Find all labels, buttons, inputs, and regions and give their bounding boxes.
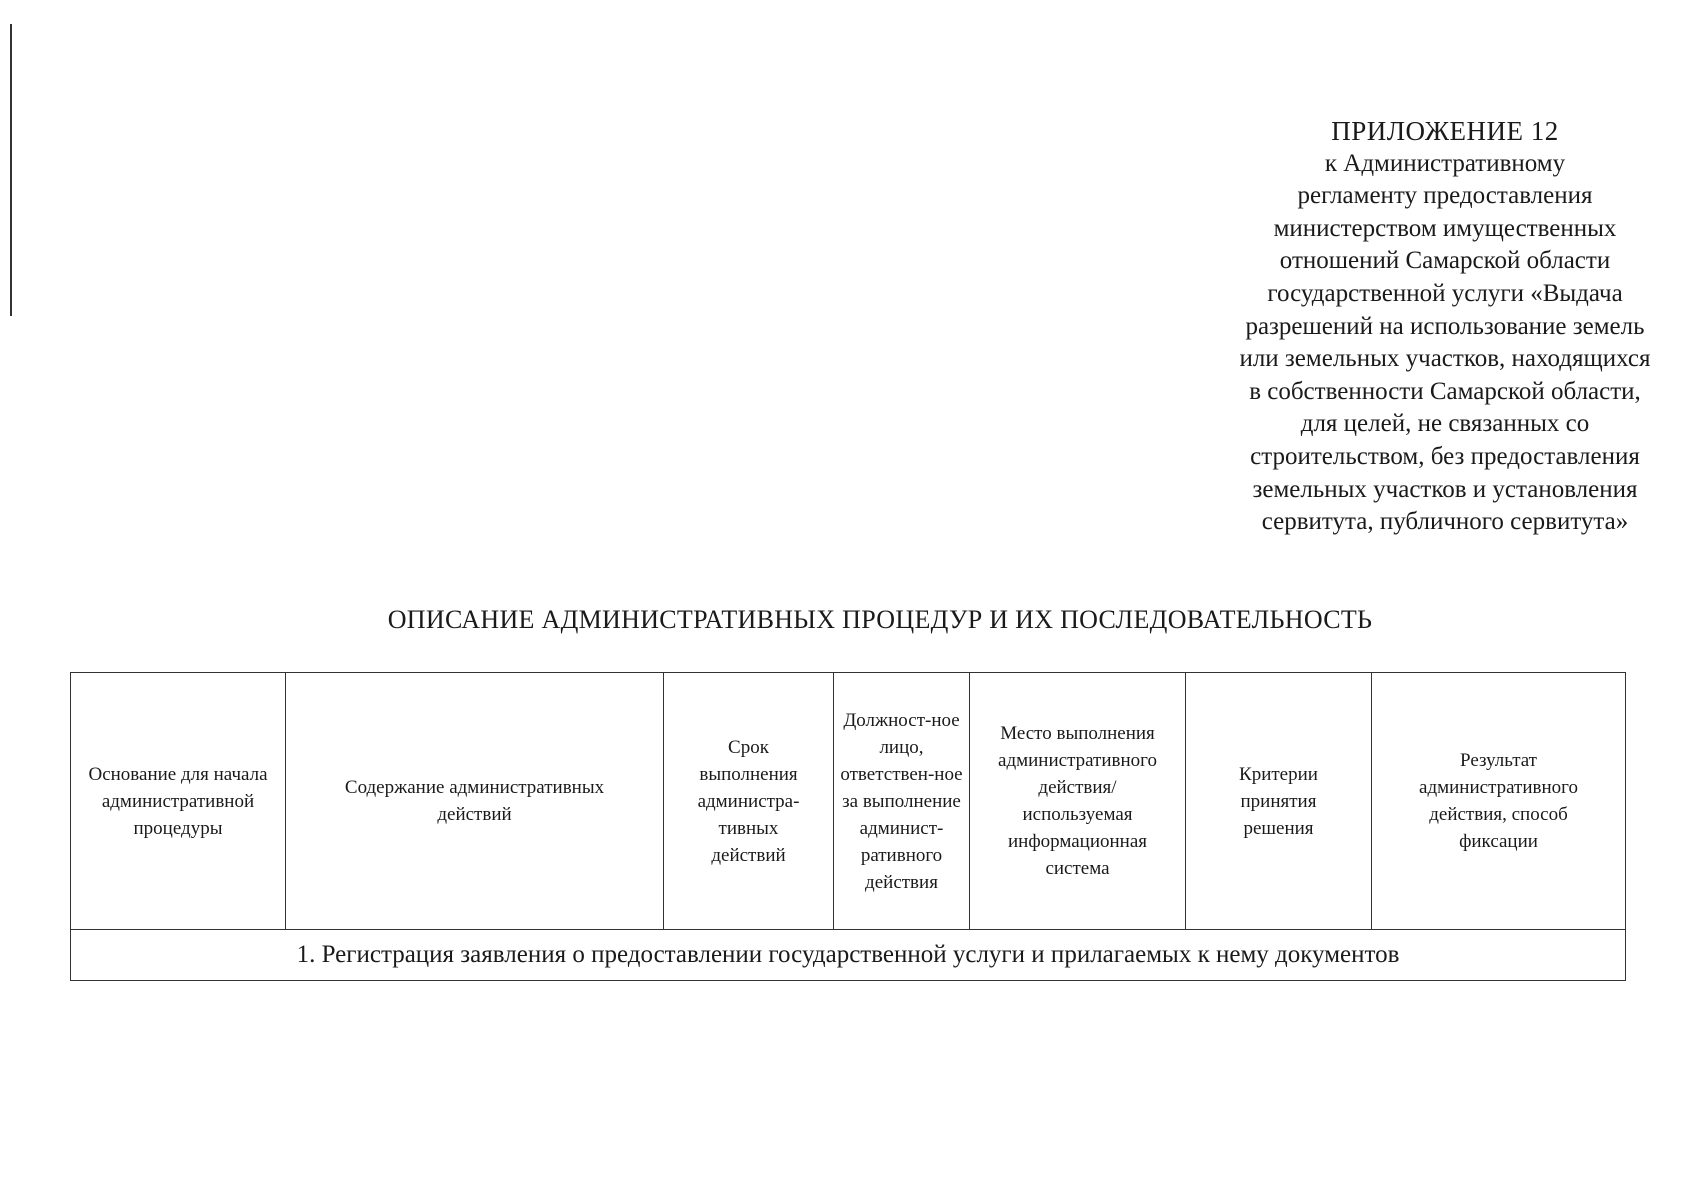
header-label: Место выполнения административного действия/ используемая информационная система	[998, 723, 1157, 879]
appendix-line: разрешений на использование земель	[1245, 312, 1645, 340]
margin-line	[10, 24, 12, 316]
header-label: Результат административного действия, способ фиксации	[1419, 750, 1578, 852]
header-label: Критерии принятия решения	[1239, 763, 1318, 839]
appendix-line: министерством имущественных	[1273, 214, 1617, 242]
appendix-line: строительством, без предоставления	[1250, 442, 1640, 470]
header-label: Содержание административных действий	[344, 777, 605, 825]
header-cell-basis	[71, 673, 286, 930]
appendix-line: для целей, не связанных со	[1300, 410, 1590, 438]
header-label: Должност-ное лицо, ответствен-ное за выполнение админист-ративного действия	[840, 709, 963, 893]
appendix-line: сервитута, публичного сервитута»	[1261, 508, 1629, 536]
table-header-row	[71, 673, 1626, 930]
header-cell-place	[970, 673, 1186, 930]
appendix-line: к Административному	[1324, 149, 1566, 177]
header-cell-responsible	[834, 673, 970, 930]
appendix-title: ПРИЛОЖЕНИЕ 12	[1331, 116, 1559, 146]
appendix-line: отношений Самарской области	[1279, 247, 1611, 275]
header-cell-result	[1372, 673, 1626, 930]
header-label: Срок выполнения администра-тивных действий	[697, 736, 800, 866]
header-cell-content	[286, 673, 664, 930]
header-label: Основание для начала административной процедуры	[88, 763, 268, 839]
appendix-line: в собственности Самарской области,	[1249, 377, 1641, 405]
document-title: ОПИСАНИЕ АДМИНИСТРАТИВНЫХ ПРОЦЕДУР И ИХ ПОСЛЕДОВАТЕЛЬНОСТЬ	[387, 605, 1373, 634]
header-cell-criteria	[1186, 673, 1372, 930]
appendix-line: регламенту предоставления	[1297, 182, 1593, 210]
appendix-line: государственной услуги «Выдача	[1267, 279, 1623, 307]
appendix-line: земельных участков и установления	[1252, 475, 1638, 503]
procedures-table	[70, 672, 1626, 981]
table-section-row	[71, 930, 1626, 981]
header-cell-deadline	[664, 673, 834, 930]
appendix-line: или земельных участков, находящихся	[1239, 345, 1651, 373]
appendix-block	[1196, 115, 1694, 539]
section-cell: 1. Регистрация заявления о предоставлении государственной услуги и прилагаемых к нему документов	[71, 930, 1626, 981]
